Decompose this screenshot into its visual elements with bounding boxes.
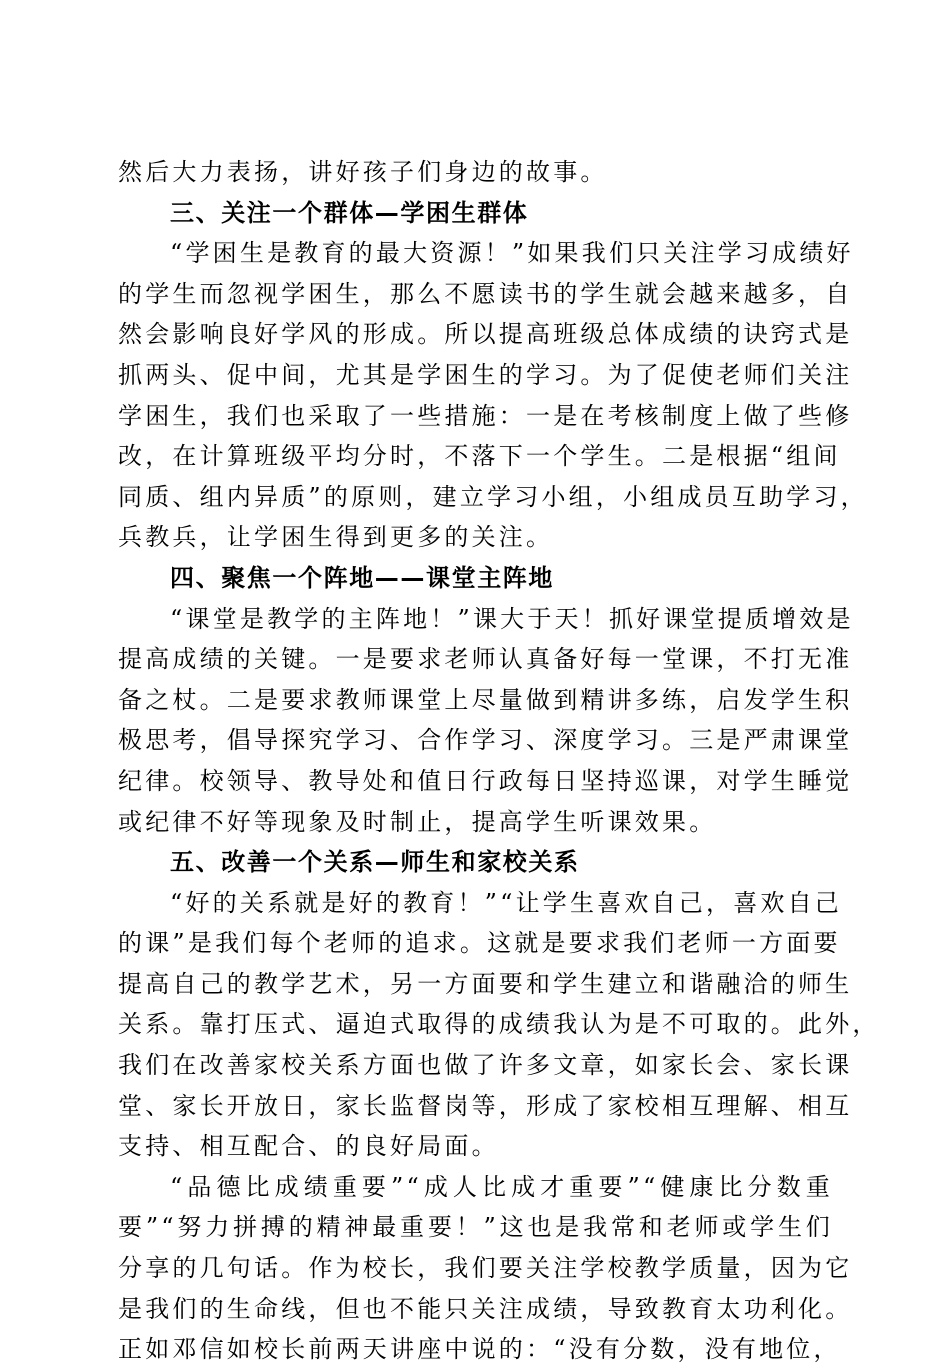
paragraph-line: 同质、组内异质”的原则，建立学习小组，小组成员互助学习， <box>118 482 868 511</box>
paragraph-line: 关系。靠打压式、逼迫式取得的成绩我认为是不可取的。此外， <box>118 1010 880 1039</box>
paragraph-line: 我们在改善家校关系方面也做了许多文章，如家长会、家长课 <box>118 1051 853 1080</box>
section-heading-4: 四、聚焦一个阵地——课堂主阵地 <box>170 563 554 592</box>
paragraph-line: 的学生而忽视学困生，那么不愿读书的学生就会越来越多，自 <box>118 279 853 308</box>
paragraph-line: “好的关系就是好的教育！”“让学生喜欢自己，喜欢自己 <box>170 888 843 917</box>
paragraph-line: “品德比成绩重要”“成人比成才重要”“健康比分数重 <box>170 1172 833 1201</box>
paragraph-line: 分享的几句话。作为校长，我们要关注学校教学质量，因为它 <box>118 1254 853 1283</box>
paragraph-line: 备之杖。二是要求教师课堂上尽量做到精讲多练，启发学生积 <box>118 685 853 714</box>
section-heading-5: 五、改善一个关系—师生和家校关系 <box>170 848 580 877</box>
paragraph-line: 要”“努力拼搏的精神最重要！”这也是我常和老师或学生们 <box>118 1213 833 1242</box>
paragraph-line: 然会影响良好学风的形成。所以提高班级总体成绩的诀窍式是 <box>118 320 853 349</box>
paragraph-line: “课堂是教学的主阵地！”课大于天！抓好课堂提质增效是 <box>170 604 854 633</box>
paragraph-line: 正如邓信如校长前两天讲座中说的：“没有分数，没有地位， <box>118 1335 841 1364</box>
paragraph-line: 兵教兵，让学困生得到更多的关注。 <box>118 523 554 552</box>
paragraph-line: 的课”是我们每个老师的追求。这就是要求我们老师一方面要 <box>118 929 841 958</box>
paragraph-line: 抓两头、促中间，尤其是学困生的学习。为了促使老师们关注 <box>118 360 853 389</box>
paragraph-line: 纪律。校领导、教导处和值日行政每日坚持巡课，对学生睡觉 <box>118 766 853 795</box>
document-page <box>118 152 880 1370</box>
paragraph-line: 极思考，倡导探究学习、合作学习、深度学习。三是严肃课堂 <box>118 726 853 755</box>
paragraph-line: 改，在计算班级平均分时，不落下一个学生。二是根据“组间 <box>118 442 841 471</box>
paragraph-line: 堂、家长开放日，家长监督岗等，形成了家校相互理解、相互 <box>118 1091 853 1120</box>
paragraph-line: 然后大力表扬，讲好孩子们身边的故事。 <box>118 158 608 186</box>
paragraph-line: “学困生是教育的最大资源！”如果我们只关注学习成绩好 <box>170 239 854 268</box>
paragraph-line: 或纪律不好等现象及时制止，提高学生听课效果。 <box>118 807 717 836</box>
section-heading-3: 三、关注一个群体—学困生群体 <box>170 198 529 227</box>
paragraph-line: 提高成绩的关键。一是要求老师认真备好每一堂课，不打无准 <box>118 645 853 674</box>
paragraph-line: 支持、相互配合、的良好局面。 <box>118 1132 499 1161</box>
paragraph-line: 学困生，我们也采取了一些措施：一是在考核制度上做了些修 <box>118 401 853 430</box>
paragraph-line: 是我们的生命线，但也不能只关注成绩，导致教育太功利化。 <box>118 1294 853 1323</box>
paragraph-line: 提高自己的教学艺术，另一方面要和学生建立和谐融洽的师生 <box>118 969 853 998</box>
